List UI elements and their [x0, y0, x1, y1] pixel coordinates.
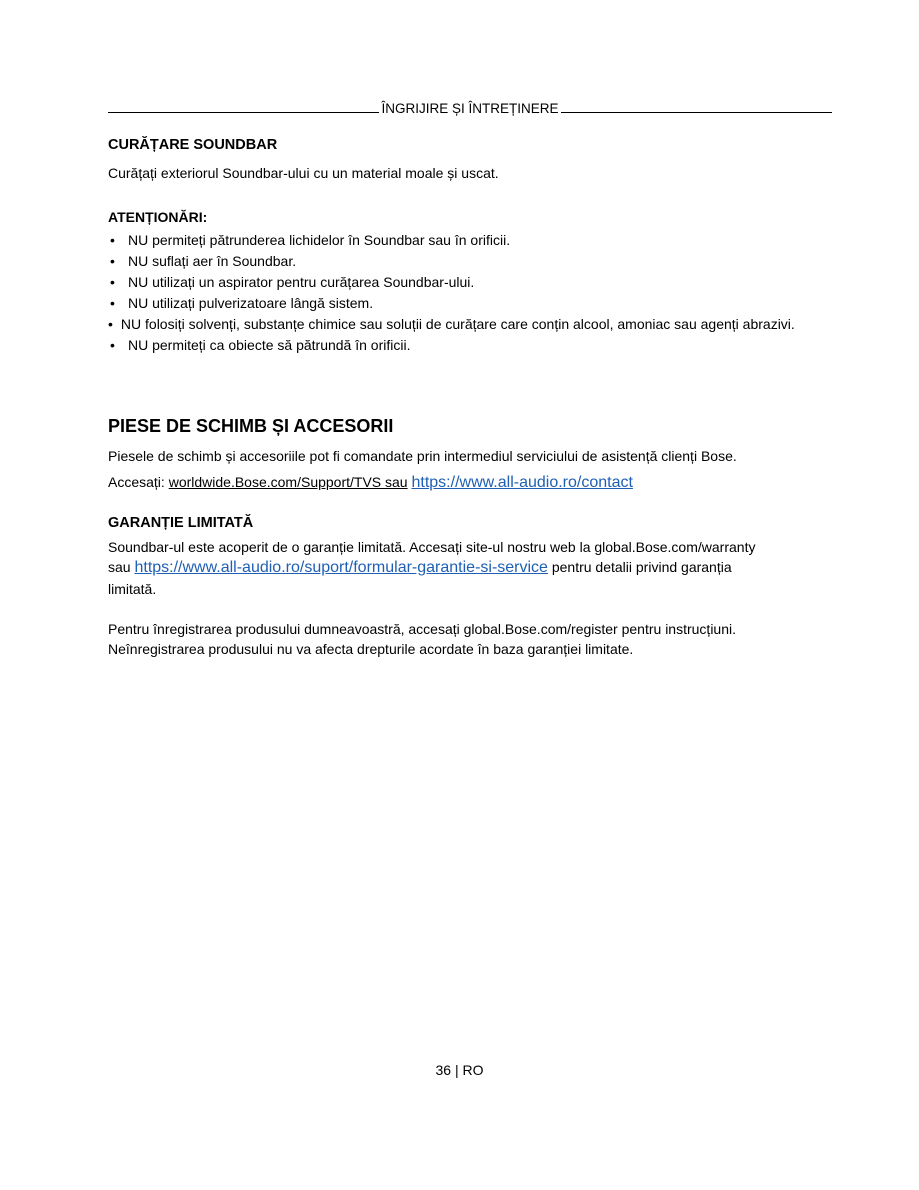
- warranty-heading: GARANȚIE LIMITATĂ: [108, 515, 254, 531]
- page-number: 36 | RO: [435, 1062, 484, 1078]
- bullet-icon: •: [110, 295, 115, 311]
- cleaning-heading: CURĂȚARE SOUNDBAR: [108, 137, 278, 153]
- page-header: [108, 96, 832, 116]
- cleaning-text: Curățați exteriorul Soundbar-ului cu un material moale și uscat.: [108, 165, 499, 181]
- warranty-line1: Soundbar-ul este acoperit de o garanție limitată. Accesați site-ul nostru web la global.Bose.com/warranty: [108, 539, 756, 555]
- warranty-line2-suffix: pentru detalii privind garanția: [547, 559, 732, 575]
- warning-item: • NU utilizați un aspirator pentru curățarea Soundbar-ului.: [108, 272, 808, 293]
- register-line1: Pentru înregistrarea produsului dumneavoastră, accesați global.Bose.com/register pentru instrucțiuni.: [108, 621, 736, 637]
- bullet-icon: •: [110, 337, 115, 353]
- warning-item: • NU suflați aer în Soundbar.: [108, 251, 808, 272]
- parts-heading: PIESE DE SCHIMB ȘI ACCESORII: [108, 416, 394, 436]
- warnings-heading: ATENȚIONĂRI:: [108, 209, 208, 225]
- bullet-icon: •: [110, 274, 115, 290]
- warning-item: • NU utilizați pulverizatoare lângă sistem.: [108, 293, 808, 314]
- warranty-line2-prefix: sau: [108, 559, 135, 575]
- bullet-icon: •: [110, 253, 115, 269]
- warranty-line3: limitată.: [108, 581, 157, 597]
- warning-item: • NU folosiți solvenți, substanțe chimice sau soluții de curățare care conțin alcool, amoniac sau agenți abrazivi.: [108, 316, 795, 332]
- bullet-icon: •: [110, 232, 115, 248]
- contact-link[interactable]: https://www.all-audio.ro/contact: [411, 474, 633, 491]
- header-rule-left: [108, 112, 379, 113]
- register-line2: Neînregistrarea produsului nu va afecta drepturile acordate în baza garanției limitate.: [108, 641, 634, 657]
- warning-item: • NU permiteți ca obiecte să pătrundă în orificii.: [108, 335, 808, 356]
- header-rule-right: [561, 112, 832, 113]
- header-title: ÎNGRIJIRE ȘI ÎNTREȚINERE: [381, 101, 559, 116]
- visit-prefix: Accesați:: [108, 474, 169, 490]
- warranty-line2: [108, 557, 732, 578]
- warnings-list: [108, 230, 808, 356]
- bullet-icon: •: [108, 316, 113, 332]
- bose-support-link[interactable]: worldwide.Bose.com/Support/TVS sau: [168, 474, 408, 490]
- parts-visit-line: [108, 472, 633, 493]
- warranty-form-link[interactable]: https://www.all-audio.ro/suport/formular-garantie-si-service: [134, 559, 548, 576]
- parts-text: Piesele de schimb și accesoriile pot fi comandate prin intermediul serviciului de asistență clienți Bose.: [108, 448, 737, 464]
- warning-item: • NU permiteți pătrunderea lichidelor în Soundbar sau în orificii.: [108, 230, 808, 251]
